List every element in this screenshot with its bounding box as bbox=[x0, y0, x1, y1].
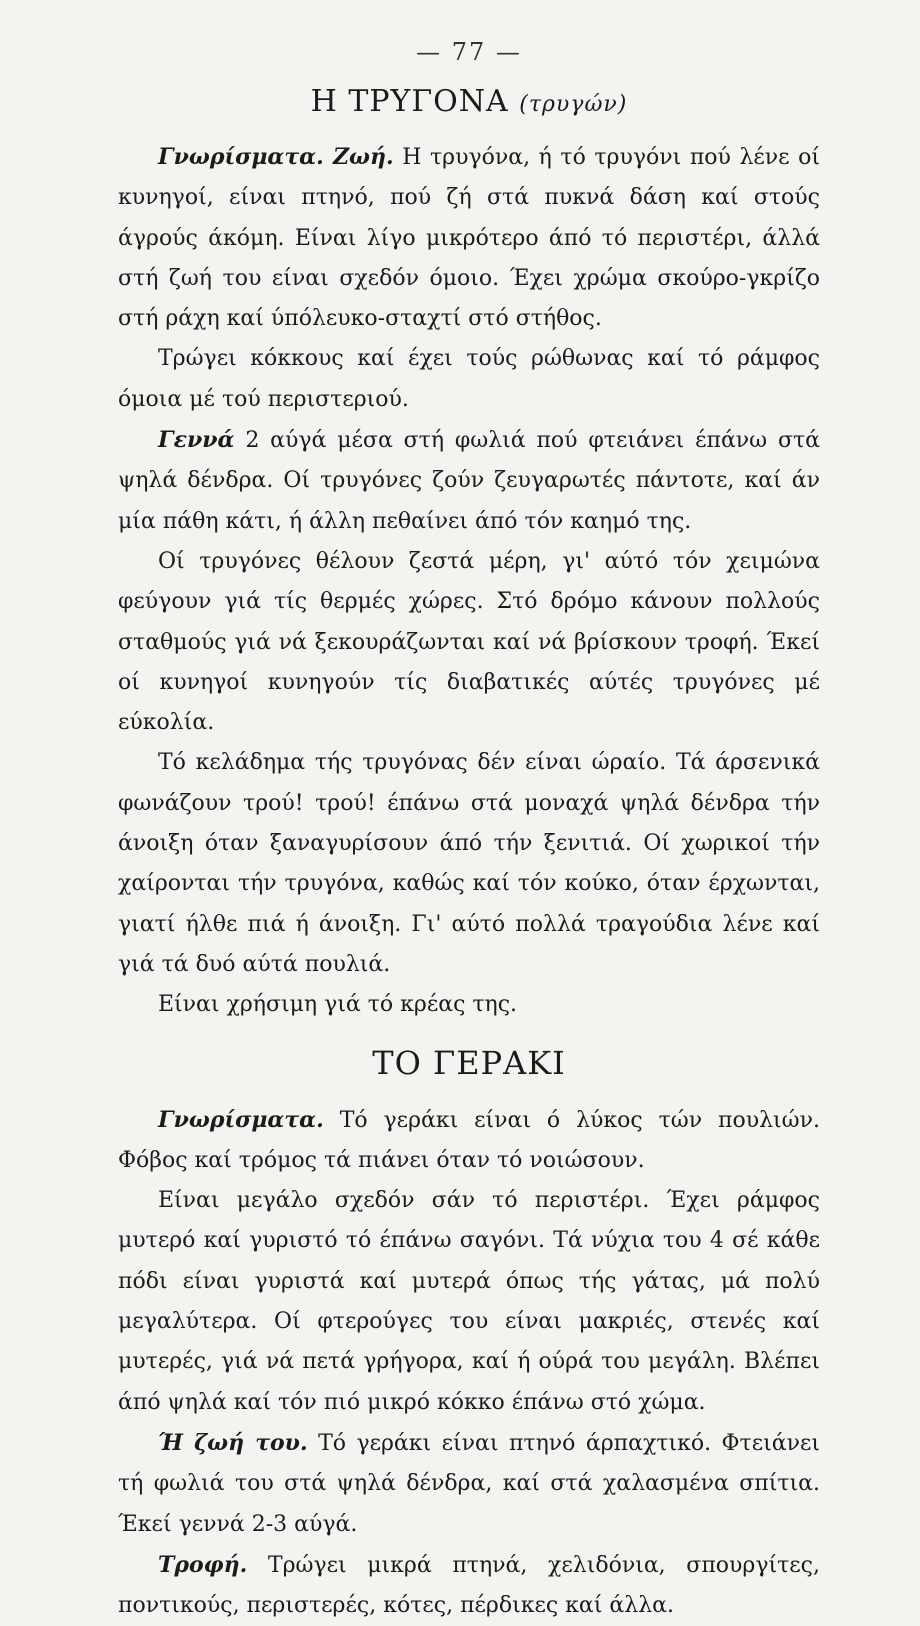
paragraph-text: Τό γεράκι είναι ό λύκος τών πουλιών. Φόβος καί τρόμος τά πιάνει όταν τό νοιώσουν. bbox=[118, 1107, 820, 1173]
paragraph-label: Γνωρίσματα. Ζωή. bbox=[158, 144, 394, 170]
paragraph-label: Γνωρίσματα. bbox=[158, 1106, 324, 1133]
paragraph: Τρώγει κόκκους καί έχει τούς ρώθωνας καί τό ράμφος όμοια μέ τού περιστεριού. bbox=[118, 346, 820, 412]
section-title-geraki: ΤΟ ΓΕΡΑΚΙ bbox=[372, 1043, 566, 1082]
paragraph-label: Ή ζωή του. bbox=[158, 1429, 308, 1456]
paragraph: Τό κελάδημα τής τρυγόνας δέν είναι ώραίο. Τά άρσενικά φωνάζουν τρού! τρού! έπάνω στά μοναχά ψηλά δένδρα τήν άνοιξη όταν ξαναγυρίσουν άπό τήν ξενιτιά. Οί χωρικοί τήν χαίρονται τήν τρυγόνα, καθώς καί τόν κούκο, όταν έρχωνται, γιατί ήλθε πιά ή άνοιξη. Γι' αύτό πολλά τραγούδια λένε καί γιά τά δυό αύτά πουλιά. bbox=[118, 750, 820, 977]
section-title-main: Η ΤΡΥΓΟΝΑ bbox=[310, 84, 509, 119]
paragraph-text: Η τρυγόνα, ή τό τρυγόνι πού λένε οί κυνηγοί, είναι πτηνό, πού ζή στά πυκνά δάση καί στούς άγρούς άκόμη. Είναι λίγο μικρότερο άπό τό περιστέρι, άλλά στή ζωή του είναι σχεδόν όμοιο. Έχει χρώμα σκούρο-γκρίζο στή ράχη καί ύπόλευκο-σταχτί στό στήθος. bbox=[118, 145, 821, 332]
page-number: — 77 — bbox=[416, 38, 522, 66]
paragraph bbox=[118, 137, 820, 339]
paragraph bbox=[118, 1423, 820, 1545]
paragraph-label: Τροφή. bbox=[158, 1551, 248, 1578]
paragraph bbox=[118, 1545, 820, 1626]
paragraph: Οί τρυγόνες θέλουν ζεστά μέρη, γι' αύτό τόν χειμώνα φεύγουν γιά τίς θερμές χώρες. Στό δρόμο κάνουν πολλούς σταθμούς γιά νά ξεκουράζωνται καί νά βρίσκουν τροφή. Έκεί οί κυνηγοί κυνηγούν τίς διαβατικές αύτές τρυγόνες μέ εύκολία. bbox=[118, 548, 820, 736]
paragraph-text: 2 αύγά μέσα στή φωλιά πού φτειάνει έπάνω στά ψηλά δένδρα. Οί τρυγόνες ζούν ζευγαρωτές πάντοτε, καί άν μία πάθη κάτι, ή άλλη πεθαίνει άπό τόν καημό της. bbox=[118, 428, 821, 534]
paragraph bbox=[118, 420, 820, 542]
paragraph bbox=[118, 1100, 820, 1182]
section-title-trygona bbox=[118, 84, 820, 119]
paragraph-text: Τρώγει μικρά πτηνά, χελιδόνια, σπουργίτες, ποντικούς, περιστερές, κότες, πέρδικες καί άλλα. bbox=[118, 1552, 820, 1619]
paragraph-text: Τό γεράκι είναι πτηνό άρπαχτικό. Φτειάνει τή φωλιά του στά ψηλά δένδρα, καί στά χαλασμένα σπίτια. Έκεί γεννά 2-3 αύγά. bbox=[118, 1430, 820, 1537]
section-title-sub: (τρυγών) bbox=[519, 92, 628, 117]
paragraph: Είναι μεγάλο σχεδόν σάν τό περιστέρι. Έχει ράμφος μυτερό καί γυριστό τό έπάνω σαγόνι. Τά νύχια του 4 σέ κάθε πόδι είναι γυριστά καί μυτερά όπως τής γάτας, μά πολύ μεγαλύτερα. Οί φτερούγες του είναι μακριές, στενές καί μυτερές, γιά νά πετά γρήγορα, καί ή ούρά του μεγάλη. Βλέπει άπό ψηλά καί τόν πιό μικρό κόκκο έπάνω στό χώμα. bbox=[118, 1188, 820, 1415]
paragraph: Είναι χρήσιμη γιά τό κρέας της. bbox=[158, 992, 518, 1018]
paragraph-label: Γεννά bbox=[158, 427, 235, 454]
